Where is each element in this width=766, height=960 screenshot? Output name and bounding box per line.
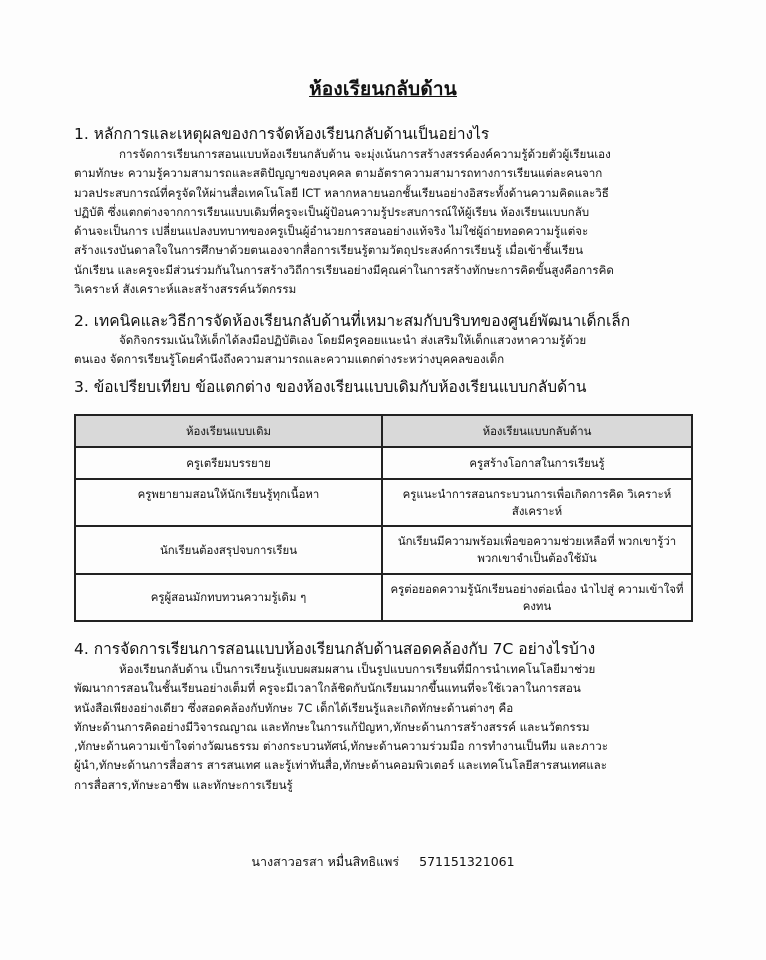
paragraph-line: วิเคราะห์ สังเคราะห์และสร้างสรรค์นวัตกรรม [74, 282, 297, 297]
table-row [75, 447, 692, 479]
section-1-paragraph [74, 145, 694, 299]
table-cell: ครูเตรียมบรรยาย [75, 447, 382, 479]
table-cell: นักเรียนมีความพร้อมเพื่อขอความช่วยเหลือที่ พวกเขารู้ว่าพวกเขาจำเป็นต้องใช้มัน [382, 526, 692, 574]
section-4-paragraph [74, 660, 694, 795]
paragraph-line: ผู้นำ,ทักษะด้านการสื่อสาร สารสนเทศ และรู้เท่าทันสื่อ,ทักษะด้านคอมพิวเตอร์ และเทคโนโลยีสารสนเทศและ [74, 758, 608, 773]
paragraph-line: หนังสือเพียงอย่างเดียว ซึ่งสอดคล้องกับทักษะ 7C เด็กได้เรียนรู้และเกิดทักษะด้านต่างๆ คือ [74, 700, 514, 715]
section-2-paragraph [74, 331, 694, 370]
paragraph-line: การสื่อสาร,ทักษะอาชีพ และทักษะการเรียนรู้ [74, 777, 293, 792]
table-cell: ครูแนะนำการสอนกระบวนการเพื่อเกิดการคิด วิเคราะห์ สังเคราะห์ [382, 479, 692, 526]
paragraph-line: ตามทักษะ ความรู้ความสามารถและสติปัญญาของบุคคล ตามอัตราความสามารถทางการเรียนแต่ละคนจาก [74, 166, 603, 181]
column-header-traditional: ห้องเรียนแบบเดิม [75, 415, 382, 447]
section-3-heading: 3. ข้อเปรียบเทียบ ข้อแตกต่าง ของห้องเรียนแบบเดิมกับห้องเรียนแบบกลับด้าน [74, 378, 587, 396]
table-cell: ครูต่อยอดความรู้นักเรียนอย่างต่อเนื่อง นำไปสู่ ความเข้าใจที่คงทน [382, 574, 692, 621]
table-cell: ครูสร้างโอกาสในการเรียนรู้ [382, 447, 692, 479]
paragraph-line: ห้องเรียนกลับด้าน เป็นการเรียนรู้แบบผสมผสาน เป็นรูปแบบการเรียนที่มีการนำเทคโนโลยีมาช่วย [119, 662, 596, 676]
paragraph-line: สร้างแรงบันดาลใจในการศึกษาด้วยตนเองจากสื่อการเรียนรู้ตามวัตถุประสงค์การเรียนรู้ เมื่อเข้าชั้นเรียน [74, 243, 584, 258]
paragraph-line: การจัดการเรียนการสอนแบบห้องเรียนกลับด้าน จะมุ่งเน้นการสร้างสรรค์องค์ความรู้ด้วยตัวผู้เรียนเอง [119, 147, 611, 161]
author-signature [0, 852, 766, 872]
paragraph-line: จัดกิจกรรมเน้นให้เด็กได้ลงมือปฏิบัติเอง โดยมีครูคอยแนะนำ ส่งเสริมให้เด็กแสวงหาความรู้ด้วย [119, 333, 587, 347]
table-header-row [75, 415, 692, 447]
comparison-table [74, 414, 693, 622]
paragraph-line: ทักษะด้านการคิดอย่างมีวิจารณญาณ และทักษะในการแก้ปัญหา,ทักษะด้านการสร้างสรรค์ และนวัตกรรม [74, 719, 590, 734]
section-2-heading: 2. เทคนิคและวิธีการจัดห้องเรียนกลับด้านที่เหมาะสมกับบริบทของศูนย์พัฒนาเด็กเล็ก [74, 312, 631, 330]
table-row [75, 479, 692, 526]
paragraph-line: นักเรียน และครูจะมีส่วนร่วมกันในการสร้างวิถีการเรียนอย่างมีคุณค่าในการสร้างทักษะการคิดขั้นสูงคือการคิด [74, 262, 614, 277]
paragraph-line: ด้านจะเป็นการ เปลี่ยนแปลงบทบาทของครูเป็นผู้อำนวยการสอนอย่างแท้จริง ไม่ใช่ผู้ถ่ายทอดความรู้แต่จะ [74, 224, 589, 239]
paragraph-line: ตนเอง จัดการเรียนรู้โดยคำนึงถึงความสามารถและความแตกต่างระหว่างบุคคลของเด็ก [74, 352, 505, 367]
paragraph-line: ,ทักษะด้านความเข้าใจต่างวัฒนธรรม ต่างกระบวนทัศน์,ทักษะด้านความร่วมมือ การทำงานเป็นทีม และภาวะ [74, 739, 609, 754]
paragraph-line: ปฏิบัติ ซึ่งแตกต่างจากการเรียนแบบเดิมที่ครูจะเป็นผู้ป้อนความรู้ประสบการณ์ให้ผู้เรียน ห้องเรียนแบบกลับ [74, 204, 590, 219]
table-cell: ครูผู้สอนมักทบทวนความรู้เดิม ๆ [75, 574, 382, 621]
table-cell: ครูพยายามสอนให้นักเรียนรู้ทุกเนื้อหา [75, 479, 382, 526]
table-cell: นักเรียนต้องสรุปจบการเรียน [75, 526, 382, 574]
section-1-heading: 1. หลักการและเหตุผลของการจัดห้องเรียนกลับด้านเป็นอย่างไร [74, 125, 490, 143]
section-4-heading: 4. การจัดการเรียนการสอนแบบห้องเรียนกลับด้านสอดคล้องกับ 7C อย่างไรบ้าง [74, 640, 596, 658]
paragraph-line: พัฒนาการสอนในชั้นเรียนอย่างเต็มที่ ครูจะมีเวลาใกล้ชิดกับนักเรียนมากขึ้นแทนที่จะใช้เวลาในการสอน [74, 681, 581, 696]
page-title: ห้องเรียนกลับด้าน [309, 78, 457, 100]
table-row [75, 574, 692, 621]
paragraph-line: มวลประสบการณ์ที่ครูจัดให้ผ่านสื่อเทคโนโลยี ICT หลากหลายนอกชั้นเรียนอย่างอิสระทั้งด้านความคิดและวิธี [74, 185, 609, 200]
table-row [75, 526, 692, 574]
column-header-flipped: ห้องเรียนแบบกลับด้าน [382, 415, 692, 447]
student-id: 571151321061 [419, 854, 515, 869]
author-name: นางสาวอรสา หมื่นสิทธิแพร่ [251, 854, 400, 869]
